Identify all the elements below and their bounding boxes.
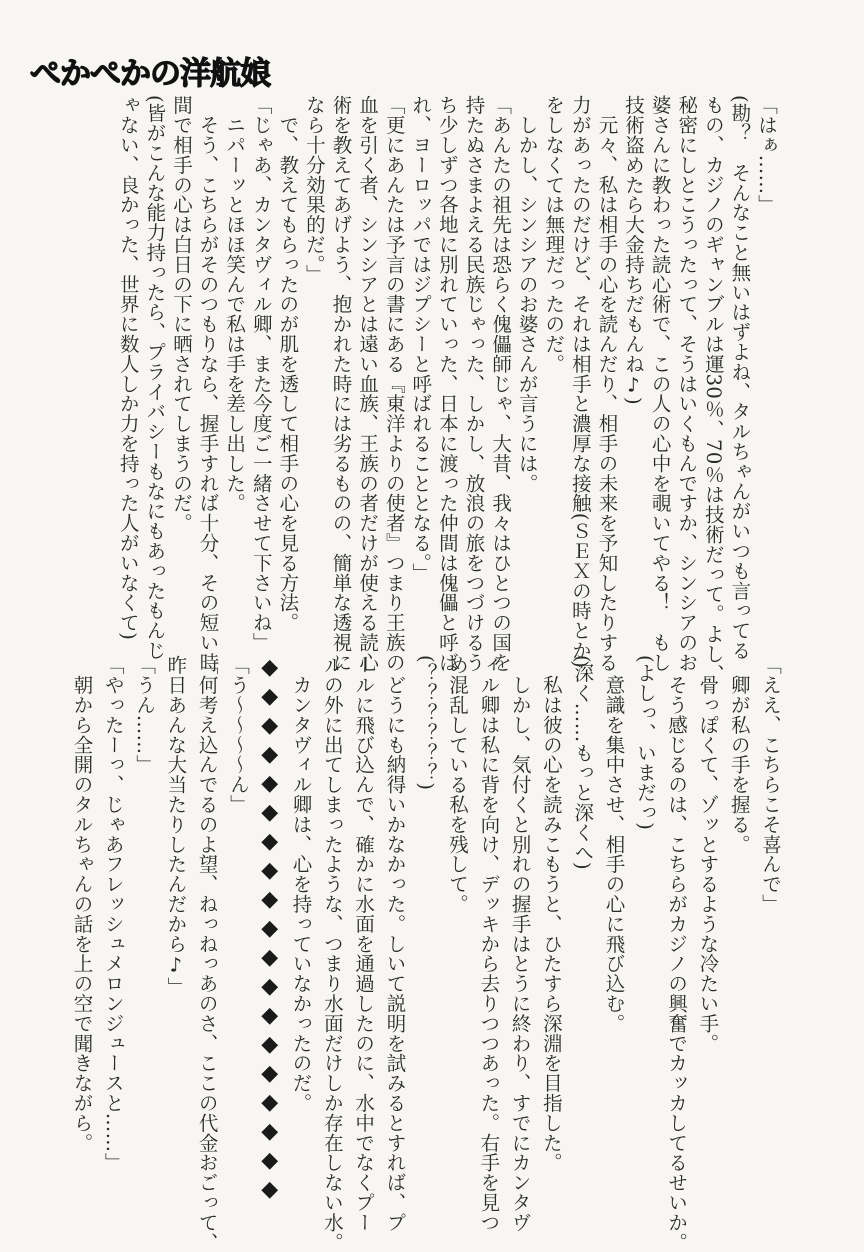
- text-line: 婆さんに教わった読心術で、この人の心中を覗いてやる！ もし: [648, 95, 672, 673]
- text-line: ち少しずつ各地に別れていった、日本に渡った仲間は傀儡と呼ば: [435, 95, 459, 673]
- text-line: 「ええ、こちらこそ喜んで」: [759, 655, 782, 914]
- text-line: 持たぬさまよえる民族じゃった、しかし、放浪の旅をつづけるう: [462, 95, 486, 673]
- scene-divider-diamonds: ◆◆◆◆◆◆◆◆◆◆◆◆◆◆◆◆◆◆◆: [257, 655, 283, 1206]
- text-line: 「じゃあ、カンタヴィル卿、また今度ご一緒させて下さいね」: [249, 95, 273, 653]
- text-line: ルの外に出てしまったような、つまり水面だけしか存在しない水。: [320, 655, 344, 1252]
- text-line: 意識を集中させ、相手の心に飛び込む。: [602, 655, 626, 1034]
- text-line: 私は彼の心を読みこもうと、ひたすら深淵を目指した。: [539, 655, 563, 1173]
- text-line: しかし、シンシアのお婆さんが言うには。: [515, 95, 539, 493]
- text-line: ニパーッとほほ笑んで私は手を差し出した。: [223, 95, 247, 513]
- text-line: れ、ヨーロッパではジプシーと呼ばれることとなる。」: [409, 95, 433, 583]
- text-line: もの、カジノのギャンブルは運30％、70％は技術だって。よし、: [701, 95, 725, 684]
- text-line: 力があったのだけど、それは相手と濃厚な接触(ＳＥＸの時とか): [568, 95, 592, 669]
- text-line: カンタヴィル卿は、心を持っていなかったのだ。: [289, 655, 313, 1113]
- text-line: そう感じるのは、こちらがカジノの興奮でカッカしてるせいか。: [665, 655, 689, 1252]
- story-title: ぺかぺかの洋航娘: [30, 56, 270, 92]
- bottom-text-section: [64, 655, 786, 1252]
- text-line: しかし、気付くと別れの握手はとうに終わり、すでにカンタヴ: [508, 655, 532, 1233]
- text-line: ールに飛び込んで、確かに水面を通過したのに、水中でなくプー: [352, 655, 376, 1233]
- top-text-section: [59, 95, 779, 684]
- text-line: 「やったーっ、じゃあフレッシュメロンジュースと……」: [101, 655, 125, 1173]
- text-line: 技術盗めたら大金持ちだもんね♪): [622, 95, 646, 406]
- text-line: 「何考え込んでるのよ望、ねっねっあのさ、ここの代金おごって、: [195, 655, 219, 1252]
- text-line: 「う〜〜〜〜ん」: [226, 655, 250, 815]
- text-line: (皆がこんな能力持ったら、プライバシーもなにもあったもんじ: [143, 95, 167, 661]
- text-line: 術を教えてあげよう、抱かれた時には劣るものの、簡単な透視に: [329, 95, 353, 673]
- text-line: 「更にあんたは予言の書にある『東洋よりの使者』つまり王族の: [382, 95, 406, 673]
- text-line: 元々、私は相手の心を読んだり、相手の未来を予知したりする: [595, 95, 619, 673]
- text-line: そう、こちらがそのつもりなら、握手すれば十分、その短い時: [196, 95, 220, 673]
- text-line: 「うん……」: [133, 655, 157, 775]
- text-line: 「あんたの祖先は恐らく傀儡師じゃ、大昔、我々はひとつの国を: [489, 95, 513, 673]
- text-line: 秘密にしとこうったって、そうはいくもんですか、シンシアのお: [675, 95, 699, 673]
- text-line: 卿が私の手を握る。: [727, 655, 751, 854]
- text-line: 骨っぽくて、ゾッとするような冷たい手。: [696, 655, 720, 1053]
- text-line: (勘？ そんなこと無いはずよね、タルちゃんがいつも言ってる: [728, 95, 752, 661]
- text-line: ゃない、良かった、世界に数人しか力を持った人がいなくて): [116, 95, 140, 641]
- text-line: で、教えてもらったのが肌を透して相手の心を見る方法。: [276, 95, 300, 633]
- text-line: なら十分効果的だ。」: [302, 95, 326, 285]
- text-line: どうにも納得いかなかった。しいて説明を試みるとすれば、プ: [383, 655, 407, 1233]
- text-line: 昨日あんな大当たりしたんだから♪」: [164, 655, 188, 997]
- text-line: 「はぁ……」: [755, 95, 778, 215]
- text-line: (？？？？？？): [414, 655, 438, 791]
- text-line: 朝から全開のタルちゃんの話を上の空で聞きながら。: [70, 655, 94, 1153]
- text-line: をしなくては無理だったのだ。: [542, 95, 566, 374]
- text-line: (深く……もっと深くへ): [571, 655, 595, 871]
- text-line: ィル卿は私に背を向け、デッキから去りつつあった。右手を見つ: [477, 655, 501, 1233]
- text-line: (よしっ、いまだっ): [633, 655, 657, 831]
- text-line: め混乱している私を残して。: [446, 655, 470, 914]
- text-line: 血を引く者、シンシアとは遠い血族、王族の者だけが使える読心: [356, 95, 380, 673]
- text-line: 間で相手の心は白日の下に晒されてしまうのだ。: [169, 95, 193, 533]
